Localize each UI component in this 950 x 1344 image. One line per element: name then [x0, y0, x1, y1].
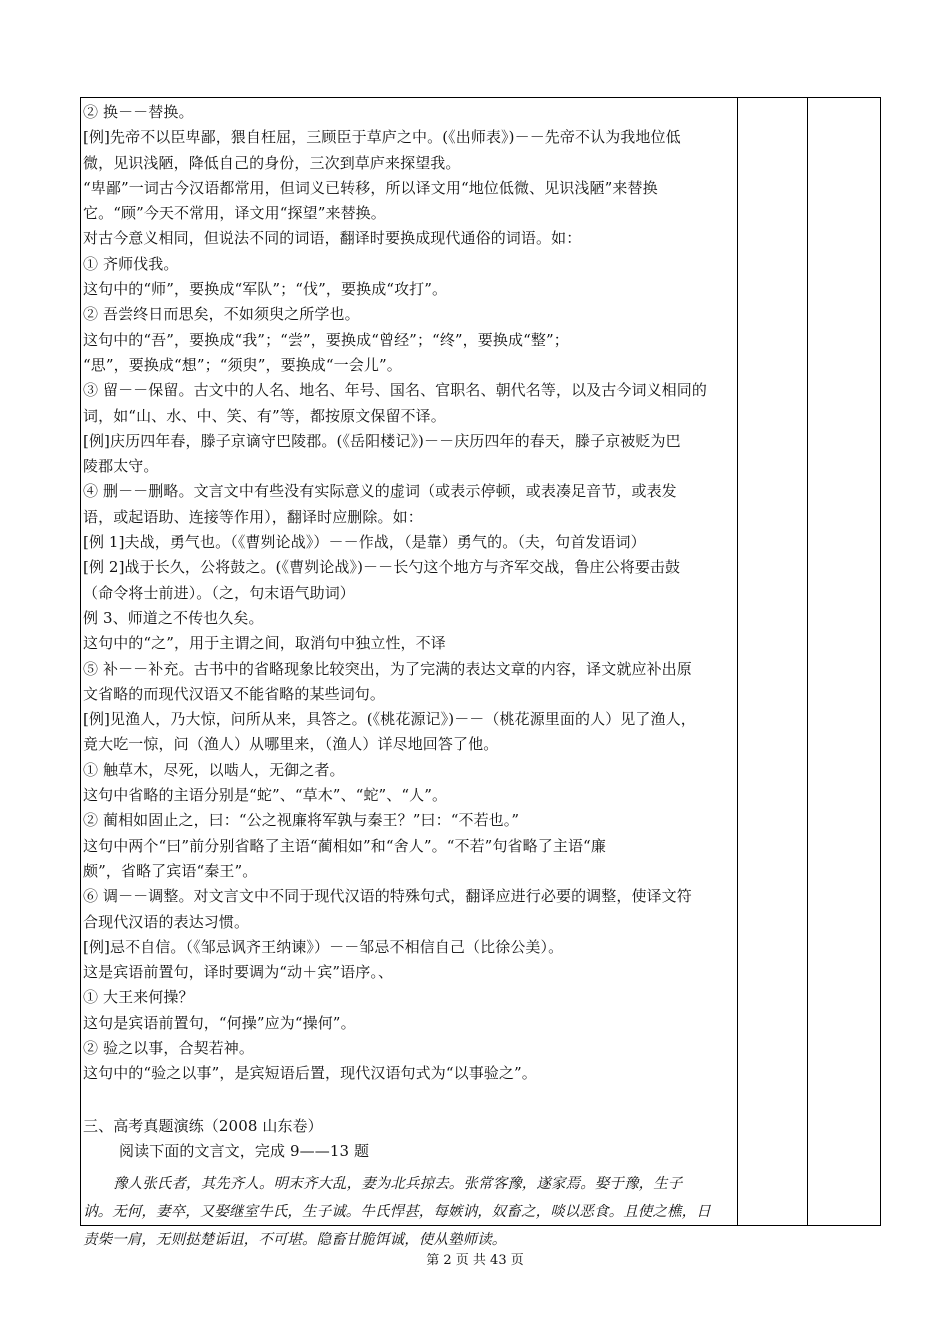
text-line: [例]见渔人，乃大惊，问所从来，具答之。(《桃花源记》)－－（桃花源里面的人）见了渔人， [83, 710, 696, 729]
column-divider-2 [807, 98, 808, 1225]
text-line: ③ 留－－保留。古文中的人名、地名、年号、国名、官职名、朝代名等，以及古今词义相同的 [83, 381, 707, 400]
text-line: 颇”，省略了宾语“秦王”。 [83, 861, 258, 880]
text-line: 对古今意义相同，但说法不同的词语，翻译时要换成现代通俗的词语。如： [83, 229, 582, 248]
passage-line: 责柴一肩，无则挞楚诟诅，不可堪。隐畜甘脆饵诚，使从塾师读。 [83, 1232, 507, 1249]
text-line: [例 2]战于长久，公将鼓之。(《曹刿论战》)－－长勺这个地方与齐军交战，鲁庄公将要击鼓 [83, 558, 681, 577]
text-line: ⑥ 调－－调整。对文言文中不同于现代汉语的特殊句式，翻译应进行必要的调整，使译文符 [83, 887, 692, 906]
text-line: ① 大王来何操？ [83, 988, 194, 1007]
text-line: 这句中省略的主语分别是“蛇”、“草木”、“蛇”、“人”。 [83, 786, 448, 805]
text-line: 这句中的“之”，用于主谓之间，取消句中独立性，不译 [83, 634, 446, 653]
text-line: ② 吾尝终日而思矣，不如须臾之所学也。 [83, 305, 360, 324]
content-cell [83, 100, 735, 1254]
text-line: 这句中的“验之以事”，是宾短语后置，现代汉语句式为“以事验之”。 [83, 1064, 537, 1083]
passage-line: 豫人张氏者，其先齐人。明末齐大乱，妻为北兵掠去。张常客豫，遂家焉。娶于豫，生子 [113, 1176, 683, 1193]
text-line: ② 验之以事，合契若神。 [83, 1038, 254, 1057]
text-line: “卑鄙”一词古今汉语都常用，但词义已转移，所以译文用“地位低微、见识浅陋”来替换 [83, 178, 658, 197]
text-line: 合现代汉语的表达习惯。 [83, 912, 250, 931]
text-line: 这句中两个“曰”前分别省略了主语“蔺相如”和“舍人”。“不若”句省略了主语“廉 [83, 836, 606, 855]
text-line: 这是宾语前置句，译时要调为“动＋宾”语序。、 [83, 963, 394, 982]
text-line: ⑤ 补－－补充。古书中的省略现象比较突出，为了完满的表达文章的内容，译文就应补出原 [83, 659, 692, 678]
text-line: “思”，要换成“想”；“须臾”，要换成“一会儿”。 [83, 355, 402, 374]
text-line: ② 蔺相如固止之，曰：“公之视廉将军孰与秦王？”曰：“不若也。” [83, 811, 520, 830]
text-line: 文省略的而现代汉语又不能省略的某些词句。 [83, 684, 386, 703]
text-line: 竟大吃一惊，问（渔人）从哪里来，（渔人）详尽地回答了他。 [83, 735, 499, 754]
section-title: 三、高考真题演练（2008 山东卷） [83, 1116, 323, 1135]
text-line: ① 触草木，尽死，以啮人，无御之者。 [83, 760, 345, 779]
table-frame [80, 97, 881, 1249]
instruction: 阅读下面的文言文，完成 9——13 题 [119, 1141, 370, 1160]
text-line: 例 3、师道之不传也久矣。 [83, 608, 264, 627]
text-line: [例]先帝不以臣卑鄙，猥自枉屈，三顾臣于草庐之中。(《出师表》)－－先帝不认为我地位低 [83, 128, 681, 147]
page-footer: 第 2 页 共 43 页 [426, 1253, 524, 1268]
text-line: [例 1]夫战，勇气也。（《曹刿论战》）－－作战，（是靠）勇气的。（夫，句首发语词） [83, 533, 646, 552]
text-line: [例]庆历四年春，滕子京谪守巴陵郡。(《岳阳楼记》)－－庆历四年的春天，滕子京被贬为巴 [83, 431, 681, 450]
text-line: 这句中的“吾”，要换成“我”；“尝”，要换成“曾经”；“终”，要换成“整”； [83, 330, 569, 349]
text-line: 这句中的“师”，要换成“军队”；“伐”，要换成“攻打”。 [83, 280, 448, 299]
text-line: 词，如“山、水、中、笑、有”等，都按原文保留不译。 [83, 406, 446, 425]
text-line: （命令将士前进）。（之，句末语气助词） [83, 583, 355, 602]
text-line: ④ 删－－删略。文言文中有些没有实际意义的虚词（或表示停顿，或表凑足音节，或表发 [83, 482, 677, 501]
text-line: 微，见识浅陋，降低自己的身份，三次到草庐来探望我。 [83, 153, 461, 172]
column-divider-1 [737, 98, 738, 1225]
passage [83, 1170, 735, 1254]
text-line: ① 齐师伐我。 [83, 254, 179, 273]
passage-line: 讷。无何，妻卒，又娶继室牛氏，生子诚。牛氏悍甚，每嫉讷，奴畜之，啖以恶食。且使之樵，日 [83, 1204, 711, 1221]
text-line: 这句是宾语前置句，“何操”应为“操何”。 [83, 1013, 356, 1032]
blank-line [83, 1087, 735, 1114]
text-line: 语，或起语助、连接等作用），翻译时应删除。如： [83, 507, 423, 526]
text-line: ② 换－－替换。 [83, 103, 194, 121]
text-line: [例]忌不自信。（《邹忌讽齐王纳谏》）－－邹忌不相信自己（比徐公美）。 [83, 937, 564, 956]
text-line: 陵郡太守。 [83, 457, 159, 476]
body-lines [83, 100, 735, 1087]
text-line: 它。“顾”今天不常用，译文用“探望”来替换。 [83, 204, 386, 223]
